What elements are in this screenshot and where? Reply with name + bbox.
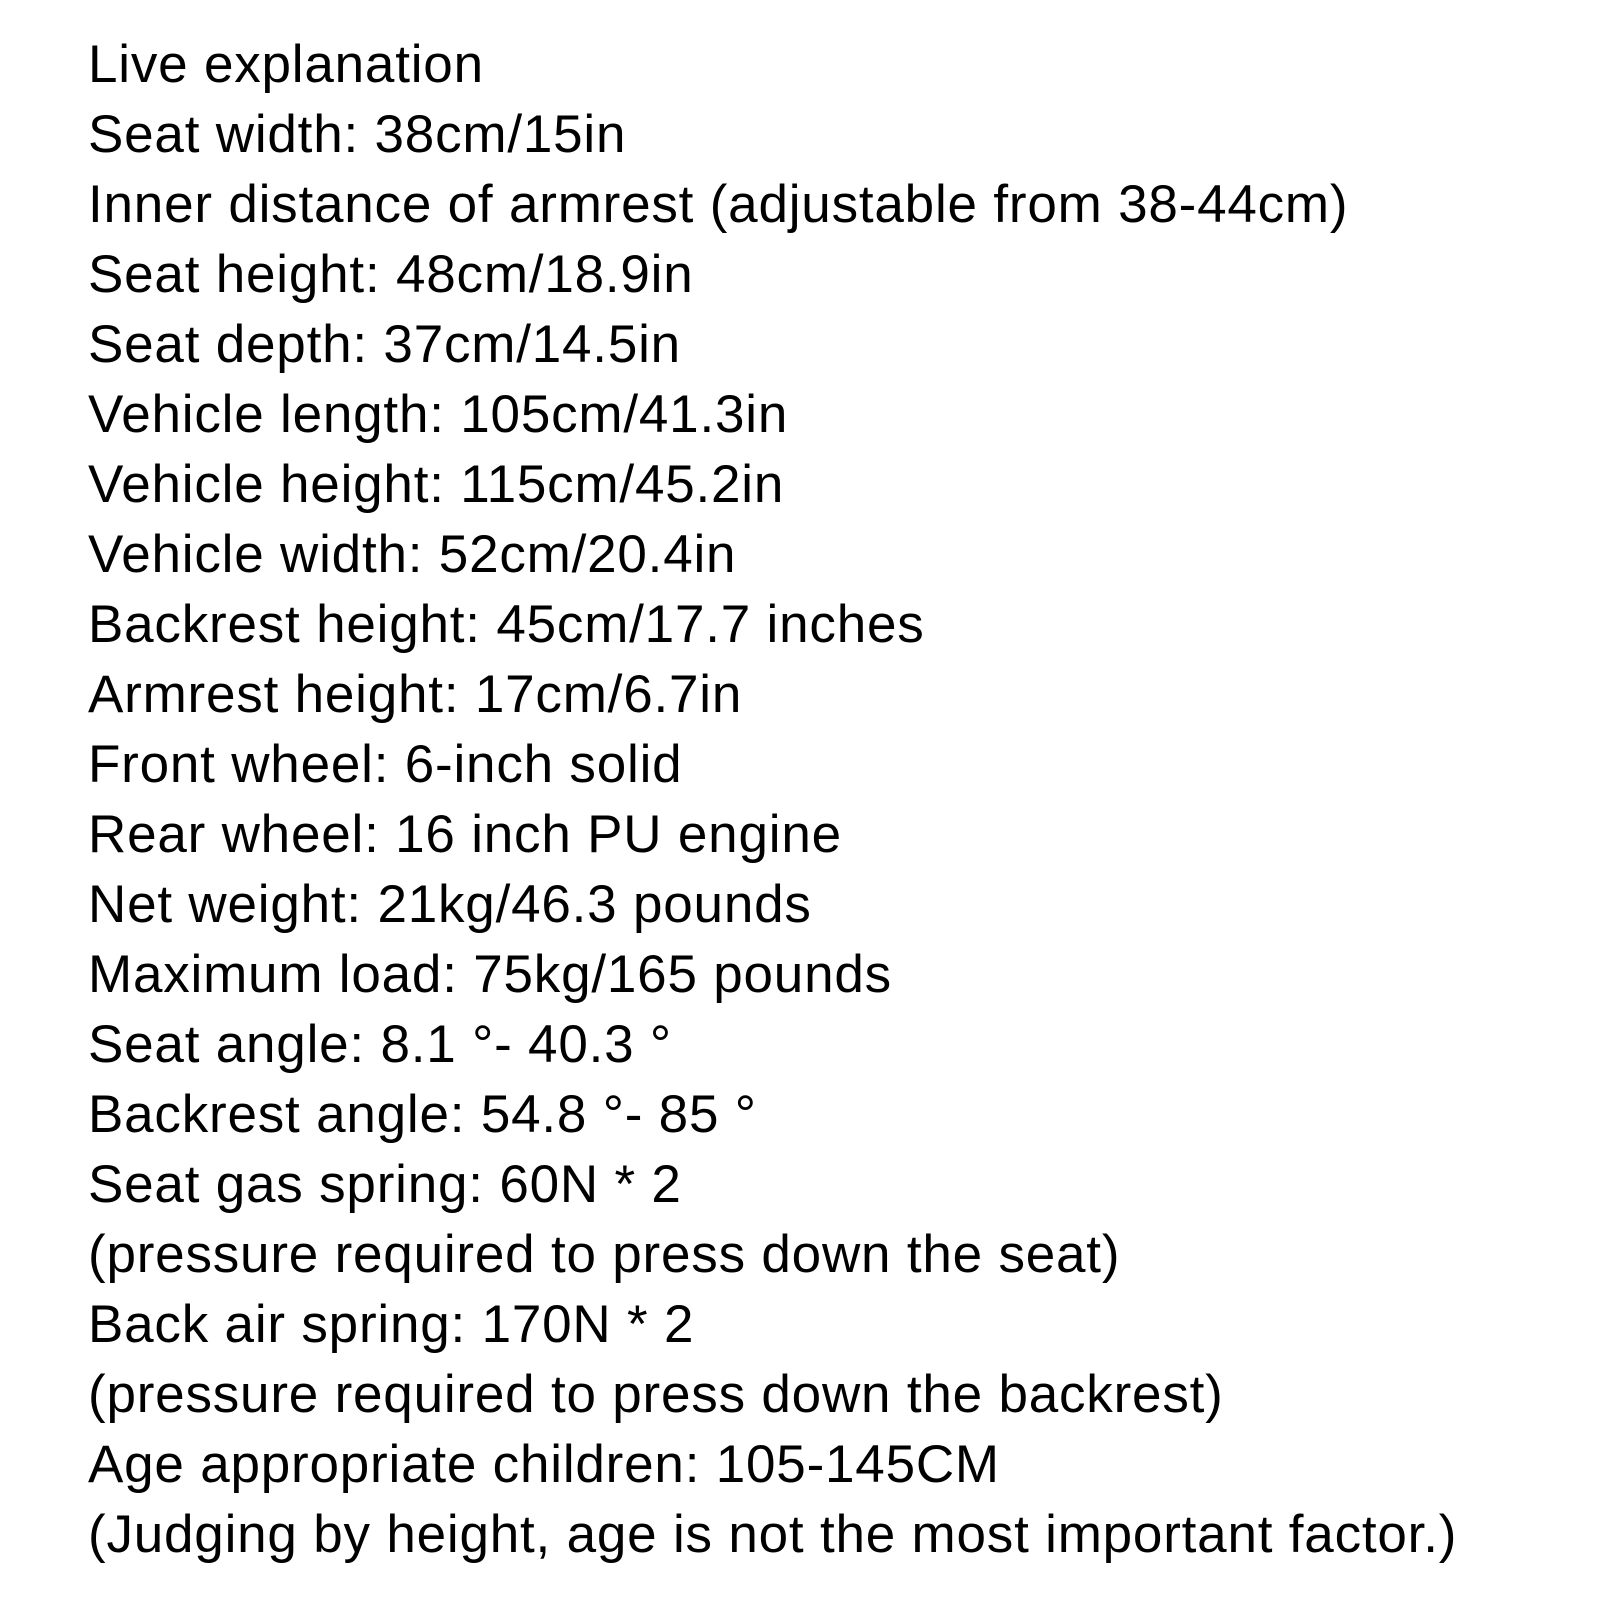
spec-net-weight: Net weight: 21kg/46.3 pounds — [88, 875, 812, 934]
spec-armrest-height: Armrest height: 17cm/6.7in — [88, 665, 743, 724]
spec-age-appropriate: Age appropriate children: 105-145CM — [88, 1435, 1000, 1494]
spec-sheet — [88, 30, 1578, 1570]
spec-back-air-spring-note: (pressure required to press down the backrest) — [88, 1365, 1224, 1424]
spec-maximum-load: Maximum load: 75kg/165 pounds — [88, 945, 892, 1004]
spec-seat-gas-spring-note: (pressure required to press down the seat) — [88, 1225, 1121, 1284]
spec-seat-gas-spring: Seat gas spring: 60N * 2 — [88, 1155, 682, 1214]
spec-seat-height: Seat height: 48cm/18.9in — [88, 245, 694, 304]
spec-seat-depth: Seat depth: 37cm/14.5in — [88, 315, 681, 374]
spec-seat-width: Seat width: 38cm/15in — [88, 105, 627, 164]
spec-heading: Live explanation — [88, 35, 484, 94]
spec-backrest-height: Backrest height: 45cm/17.7 inches — [88, 595, 925, 654]
spec-vehicle-width: Vehicle width: 52cm/20.4in — [88, 525, 737, 584]
spec-backrest-angle: Backrest angle: 54.8 °- 85 ° — [88, 1085, 757, 1144]
spec-front-wheel: Front wheel: 6-inch solid — [88, 735, 683, 794]
spec-rear-wheel: Rear wheel: 16 inch PU engine — [88, 805, 842, 864]
spec-vehicle-length: Vehicle length: 105cm/41.3in — [88, 385, 789, 444]
spec-armrest-inner-distance: Inner distance of armrest (adjustable from 38-44cm) — [88, 175, 1349, 234]
spec-vehicle-height: Vehicle height: 115cm/45.2in — [88, 455, 785, 514]
spec-age-appropriate-note: (Judging by height, age is not the most important factor.) — [88, 1505, 1458, 1564]
spec-seat-angle: Seat angle: 8.1 °- 40.3 ° — [88, 1015, 672, 1074]
spec-back-air-spring: Back air spring: 170N * 2 — [88, 1295, 695, 1354]
